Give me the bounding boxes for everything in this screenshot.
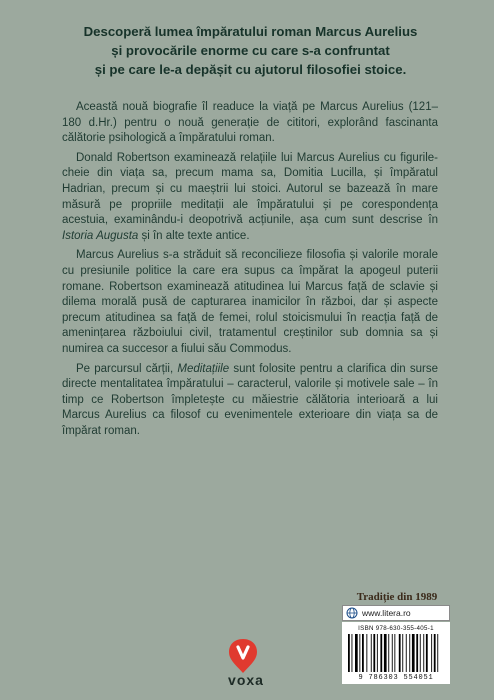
globe-icon [346, 607, 358, 619]
paragraph-4-title: Meditațiile [177, 362, 230, 375]
tradition-label: Tradiție din 1989 [356, 591, 438, 603]
publisher-logo-text: voxa [228, 672, 264, 688]
headline-line-2: și provocările enorme cu care s-a confruntat [111, 43, 390, 58]
paragraph-4 [62, 362, 438, 440]
headline [58, 22, 443, 79]
paragraph-1: Această nouă biografie îl readuce la viață pe Marcus Aurelius (121–180 d.Hr.) pentru o nouă generație de cititori, explorând fascinanta călătorie psihologică a împăratului roman. [62, 101, 438, 145]
barcode-number: 9 786303 554051 [358, 674, 434, 682]
isbn-label: ISBN 978-630-355-405-1 [358, 625, 434, 632]
paragraph-4-text-a: Pe parcursul cărții, [76, 362, 178, 375]
paragraph-2-text-a: Donald Robertson examinează relațiile lui Marcus Aurelius cu figurile-cheie din viața sa, precum mama sa, Domitia Lucilla, și împăratul Hadrian, precum și cu maeștrii lui stoici. Autorul se bazează în mare măsură pe propriile meditații ale împăratului și pe corespondența acestuia, examinându-i deopotrivă acțiunile, așa cum sunt descrise în [62, 151, 438, 227]
paragraph-3: Marcus Aurelius s-a străduit să reconcilieze filosofia și valorile morale cu presiunile politice la care era supus ca împărat la apogeul puterii romane. Robertson examinează atitudinea lui Marcus față de sclavie și dilema morală pusă de capturarea inamicilor în război, dar și aspecte precum atitudinea sa față de femei, rolul stoicismului în reacția față de amenințarea războiului civil, tratamentul creștinilor sub domnia sa și numirea ca succesor a fiului său Commodus. [62, 249, 438, 355]
voxa-logo-icon [227, 638, 259, 674]
barcode-icon [348, 634, 444, 672]
paragraph-4-text-b: sunt folosite pentru a clarifica din surse directe mentalitatea împăratului – caracterul, valorile și motivele sale – în timp ce Robertson împletește cu măiestrie călătoria interioară a lui Marcus Aurelius ca filosof cu evenimentele exterioare din viața sa de împărat roman. [62, 362, 438, 437]
headline-line-1: Descoperă lumea împăratului roman Marcus Aurelius [83, 24, 418, 39]
website-url: www.litera.ro [362, 608, 411, 618]
blurb [62, 100, 438, 443]
paragraph-2 [62, 151, 438, 245]
website-badge [342, 605, 450, 621]
paragraph-2-title: Istoria Augusta [62, 229, 139, 242]
headline-line-3: și pe care le-a depășit cu ajutorul filosofiei stoice. [94, 62, 407, 77]
isbn-barcode [342, 622, 450, 684]
paragraph-2-text-b: și în alte texte antice. [138, 229, 250, 242]
